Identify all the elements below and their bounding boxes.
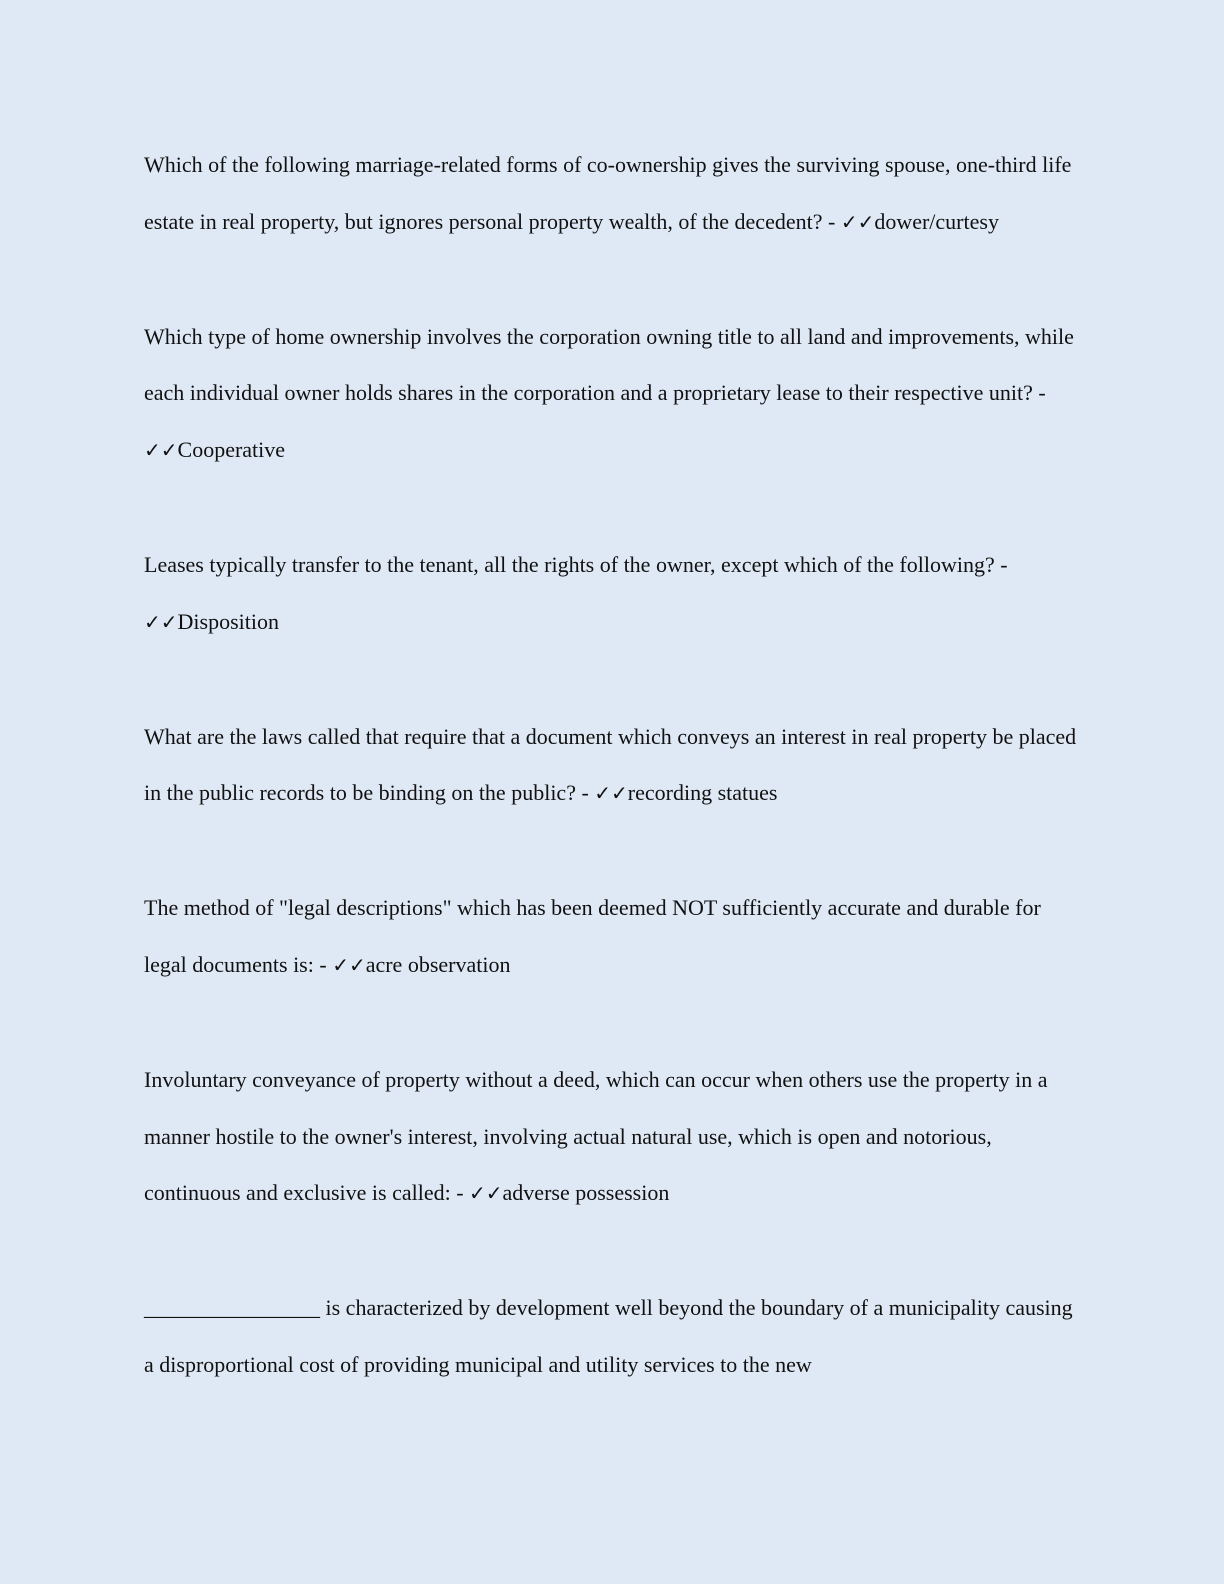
answer-text: Cooperative: [177, 437, 286, 463]
question-text: Which type of home ownership involves the corporation owning title to all land and improvements, while each individual owner holds shares in the corporation and a proprietary lease to their respective unit? -: [144, 323, 1074, 406]
double-check-icon: ✓✓: [469, 1181, 503, 1206]
double-check-icon: ✓✓: [594, 781, 628, 806]
answer-text: Disposition: [177, 608, 279, 634]
qa-list: [144, 137, 1080, 1452]
answer-text: acre observation: [365, 951, 511, 977]
qa-item: [144, 1052, 1080, 1222]
question-text: Involuntary conveyance of property without a deed, which can occur when others use the property in a manner hostile to the owner's interest, involving actual natural use, which is open and notorious, continuous and exclusive is called: -: [144, 1066, 1048, 1206]
qa-item: [144, 709, 1080, 823]
question-text: ________________ is characterized by development well beyond the boundary of a municipality causing a disproportional cost of providing municipal and utility services to the new: [144, 1295, 1073, 1377]
qa-item: [144, 537, 1080, 651]
answer-text: recording statues: [627, 780, 778, 806]
double-check-icon: ✓✓: [332, 952, 366, 977]
double-check-icon: ✓✓: [144, 438, 178, 463]
question-text: What are the laws called that require that a document which conveys an interest in real property be placed in the public records to be binding on the public? -: [144, 723, 1077, 806]
question-text: Leases typically transfer to the tenant, all the rights of the owner, except which of the following? -: [144, 551, 1008, 577]
answer-text: dower/curtesy: [874, 208, 999, 234]
double-check-icon: ✓✓: [144, 609, 178, 634]
qa-item: [144, 137, 1080, 251]
question-text: Which of the following marriage-related forms of co-ownership gives the surviving spouse, one-third life estate in real property, but ignores personal property wealth, of the decedent? -: [144, 152, 1072, 234]
qa-item: [144, 309, 1080, 479]
answer-text: adverse possession: [502, 1180, 670, 1206]
question-text: The method of "legal descriptions" which has been deemed NOT sufficiently accurate and durable for legal documents is: -: [144, 895, 1041, 977]
double-check-icon: ✓✓: [840, 209, 875, 234]
qa-item: [144, 1280, 1080, 1394]
qa-item: [144, 880, 1080, 994]
